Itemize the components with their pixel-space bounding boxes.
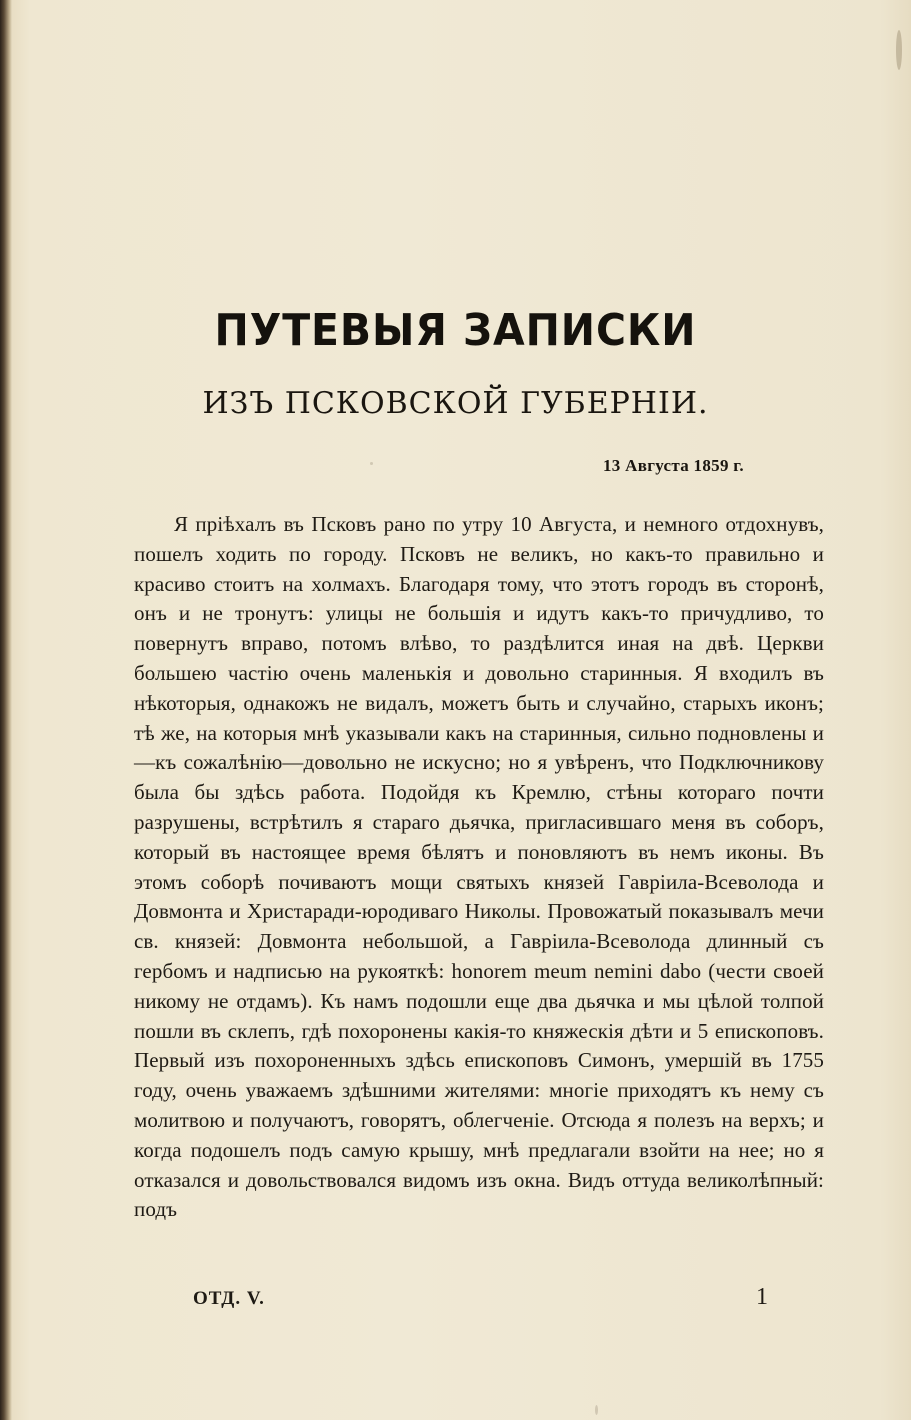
page-number: 1	[756, 1284, 768, 1310]
section-label: ОТД. V.	[193, 1288, 265, 1309]
body-paragraph: Я пріѣхалъ въ Псковъ рано по утру 10 Августа, и немного отдохнувъ, пошелъ ходить по городу. Псковъ не великъ, но какъ-то правильно и красиво стоитъ на холмахъ. Благодаря тому, что этотъ городъ въ сторонѣ, онъ и не тронутъ: улицы не большія и идутъ какъ-то причудливо, то повернутъ вправо, потомъ влѣво, то раздѣлится иная на двѣ. Церкви большею частію очень маленькія и довольно старинныя. Я входилъ въ нѣкоторыя, однакожъ не видалъ, можетъ быть и случайно, старыхъ иконъ; тѣ же, на которыя мнѣ указывали какъ на старинныя, сильно подновлены и—къ сожалѣнію—довольно не искусно; но я увѣренъ, что Подключникову была бы здѣсь работа. Подойдя къ Кремлю, стѣны котораго почти разрушены, встрѣтилъ я стараго дьячка, пригласившаго меня въ соборъ, который въ настоящее время бѣлятъ и поновляютъ въ немъ иконы. Въ этомъ соборѣ почиваютъ мощи святыхъ князей Гавріила-Всеволода и Довмонта и Христаради-юродиваго Николы. Провожатый показывалъ мечи св. князей: Довмонта небольшой, а Гавріила-Всеволода длинный съ гербомъ и надписью на рукояткѣ: honorem meum nemini dabo (чести своей никому не отдамъ). Къ намъ подошли еще два дьячка и мы цѣлой толпой пошли въ склепъ, гдѣ похоронены какія-то княжескія дѣти и 5 епископовъ. Первый изъ похороненныхъ здѣсь епископовъ Симонъ, умершій въ 1755 году, очень уважаемъ здѣшними жителями: многіе приходятъ къ нему съ молитвою и получаютъ, говорятъ, облегченіе. Отсюда я полезъ на верхъ; и когда подошелъ подъ самую крышу, мнѣ предлагали взойти на нее; но я отказался и довольствовался видомъ изъ окна. Видъ оттуда великолѣпный: подъ	[134, 512, 824, 1222]
entry-date: 13 Августа 1859 г.	[603, 456, 744, 475]
document-subtitle: ИЗЪ ПСКОВСКОЙ ГУБЕРНІИ.	[202, 386, 709, 421]
paper-stain	[595, 1405, 598, 1415]
paper-stain	[370, 462, 373, 465]
document-title: ПУТЕВЫЯ ЗАПИСКИ	[214, 305, 697, 356]
page-binding-edge	[0, 0, 12, 1420]
paper-stain	[896, 30, 902, 70]
